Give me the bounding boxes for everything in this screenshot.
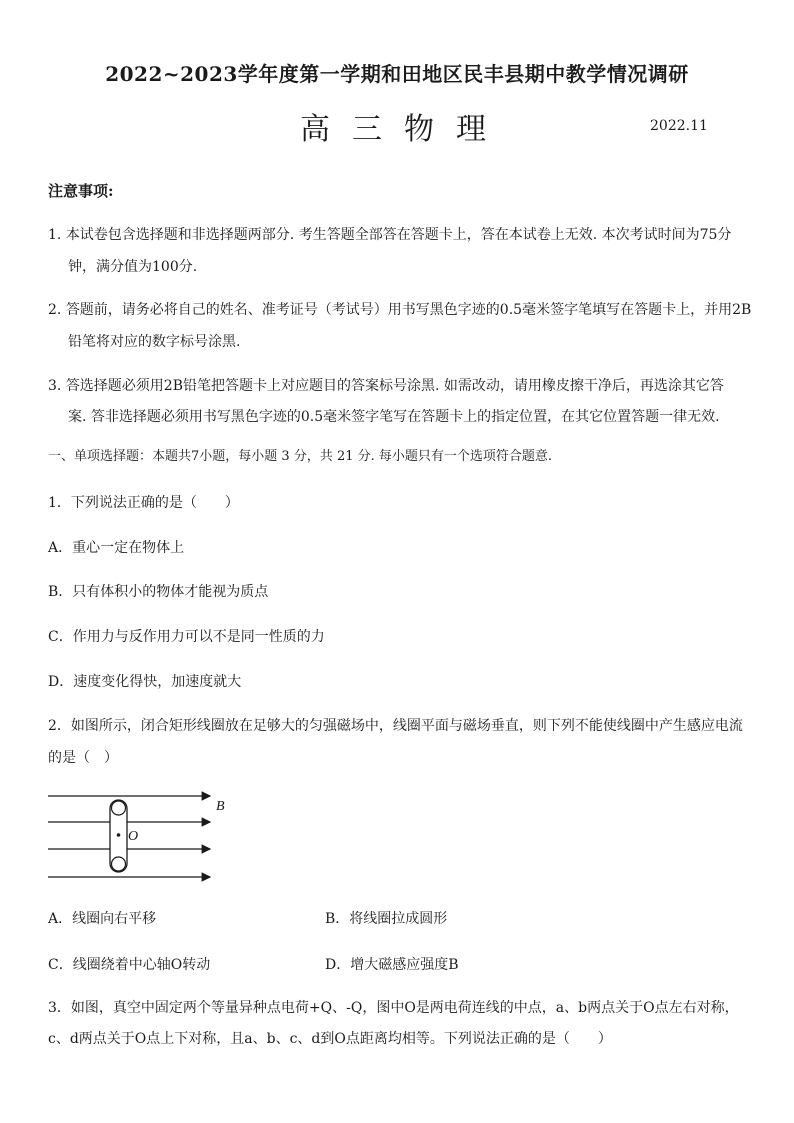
subject-title: 高三物理 xyxy=(300,112,508,147)
q2-option-a: A．线圈向右平移 xyxy=(48,911,157,927)
q2-stem-line2: 的是（ ） xyxy=(48,750,118,766)
notice-item-2 xyxy=(48,299,751,321)
notice-title: 注意事项: xyxy=(48,182,114,200)
notice-item-3-cont: 案. 答非选择题必须用书写黑色字迹的0.5毫米签字笔写在答题卡上的指定位置，在其它位置答题一律无效. xyxy=(68,409,720,425)
q3-stem-line1: 3．如图，真空中固定两个等量异种点电荷+Q、-Q，图中O是两电荷连线的中点，a、b两点关于O点左右对称， xyxy=(48,1000,739,1016)
exam-date: 2022.11 xyxy=(650,118,708,134)
q2-stem-line1: 2．如图所示，闭合矩形线圈放在足够大的匀强磁场中，线圈平面与磁场垂直，则下列不能使线圈中产生感应电流 xyxy=(48,718,743,734)
q2-option-b: B．将线圈拉成圆形 xyxy=(325,911,448,927)
q1-option-a: A．重心一定在物体上 xyxy=(48,540,185,556)
notice-item-2-cont: 铅笔将对应的数字标号涂黑. xyxy=(68,334,241,350)
notice-item-2-num: 2. xyxy=(48,302,62,318)
exam-title: 2022~2023学年度第一学期和田地区民丰县期中教学情况调研 xyxy=(105,62,689,86)
notice-item-3 xyxy=(48,375,724,397)
q2-option-c: C．线圈绕着中心轴O转动 xyxy=(48,957,211,973)
notice-item-3-num: 3. xyxy=(48,378,62,394)
magnetic-field-figure xyxy=(40,788,240,888)
field-label: B xyxy=(216,799,225,814)
notice-item-1-cont: 钟，满分值为100分. xyxy=(68,259,198,275)
q1-option-c: C．作用力与反作用力可以不是同一性质的力 xyxy=(48,629,325,645)
q2-option-d: D．增大磁感应强度B xyxy=(325,957,459,973)
q1-stem: 1．下列说法正确的是（ ） xyxy=(48,495,239,511)
notice-item-1-num: 1. xyxy=(48,227,62,243)
notice-item-3-line1: 答选择题必须用2B铅笔把答题卡上对应题目的答案标号涂黑. 如需改动，请用橡皮擦干净后，再选涂其它答 xyxy=(65,378,724,394)
notice-item-2-line1: 答题前，请务必将自己的姓名、准考证号（考试号）用书写黑色字迹的0.5毫米签字笔填写在答题卡上，并用2B xyxy=(65,302,752,318)
notice-item-1 xyxy=(48,224,731,246)
center-label: O xyxy=(128,829,139,844)
q1-option-d: D．速度变化得快，加速度就大 xyxy=(48,674,242,690)
q1-option-b: B．只有体积小的物体才能视为质点 xyxy=(48,584,269,600)
section-heading: 一、单项选择题：本题共7小题，每小题 3 分，共 21 分. 每小题只有一个选项符合题意. xyxy=(48,449,553,464)
q3-stem-line2: c、d两点关于O点上下对称，且a、b、c、d到O点距离均相等。下列说法正确的是（ ） xyxy=(48,1031,612,1047)
notice-item-1-line1: 本试卷包含选择题和非选择题两部分. 考生答题全部答在答题卡上，答在本试卷上无效. 本次考试时间为75分 xyxy=(65,227,732,243)
center-point xyxy=(117,833,121,837)
